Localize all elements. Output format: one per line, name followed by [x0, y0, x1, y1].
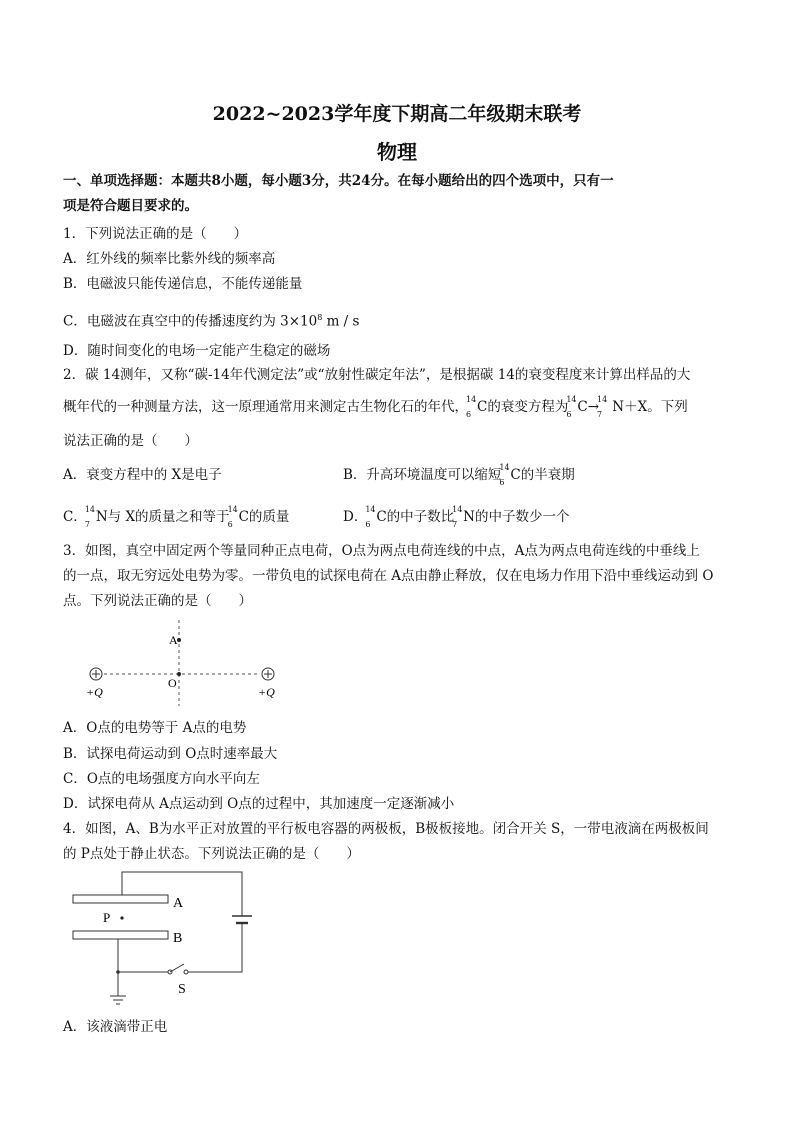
label-p: P — [103, 910, 111, 925]
q1-option-c-exponent: 8 — [317, 313, 323, 322]
q4-option-a: A．该液滴带正电 — [63, 1019, 168, 1035]
section-heading-line1: 一、单项选择题：本题共8小题，每小题3分，共24分。在每小题给出的四个选项中，只有一 — [63, 173, 614, 189]
q3-option-a: A．O点的电势等于 A点的电势 — [63, 720, 247, 736]
q1-stem: 1．下列说法正确的是（ ） — [63, 226, 248, 242]
switch-lever — [170, 964, 184, 972]
q2-option-b — [343, 463, 575, 487]
q2-option-c-label: C． — [63, 509, 87, 525]
wire-bottom — [118, 939, 168, 972]
nuclide-c14: 14 6 C — [466, 395, 488, 419]
q4-line1: 4．如图，A、B为水平正对放置的平行板电容器的两极板，B极板接地。闭合开关 S，一带电液滴在两极板间 — [63, 821, 709, 837]
q2-line2-mid: 的衰变方程为 — [487, 399, 569, 415]
label-s: S — [178, 982, 186, 997]
q3-option-d: D．试探电荷从 A点运动到 O点的过程中，其加速度一定逐渐减小 — [63, 796, 455, 812]
q2-option-c-end: 的质量 — [248, 509, 290, 525]
nuclide-n14: 14 7 N — [452, 505, 475, 529]
plate-b — [73, 931, 168, 939]
charge-right-label: +Q — [258, 685, 275, 699]
label-a: A — [169, 633, 178, 647]
q4-line2: 的 P点处于静止状态。下列说法正确的是（ ） — [63, 846, 360, 862]
q3-line2: 的一点，取无穷远处电势为零。一带负电的试探电荷在 A点由静止释放，仅在电场力作用下沿中垂线运动到 O — [63, 568, 714, 584]
q2-option-d-text: 的中子数比 — [386, 509, 455, 525]
q3-line1: 3．如图，真空中固定两个等量同种正点电荷，O点为两点电荷连线的中点，A点为两点电荷连线的中垂线上 — [63, 543, 700, 559]
nuclide-c14: 14 6 C — [566, 395, 588, 419]
q3-line3: 点。下列说法正确的是（ ） — [63, 593, 252, 609]
q1-option-d: D．随时间变化的电场一定能产生稳定的磁场 — [63, 343, 331, 359]
q2-line2 — [63, 395, 688, 419]
q2-line2-end: 。下列 — [647, 399, 688, 415]
q2-equation-tail: N＋X — [608, 399, 648, 415]
q2-option-d-end: 的中子数少一个 — [474, 509, 570, 525]
q2-line2-text: 概年代的一种测量方法，这一原理通常用来测定古生物化石的年代， — [63, 399, 468, 415]
q2-line1: 2．碳 14测年，又称“碳-14年代测定法”或“放射性碳定年法”，是根据碳 14的衰变程度来计算出样品的大 — [63, 367, 691, 383]
switch-contact — [184, 970, 188, 974]
q2-line3: 说法正确的是（ ） — [63, 433, 198, 449]
q2-option-b-end: 的半衰期 — [520, 467, 575, 483]
q3-option-b: B．试探电荷运动到 O点时速率最大 — [63, 746, 278, 762]
label-o: O — [168, 676, 177, 690]
q3-figure-charges — [82, 612, 282, 712]
q1-option-c-text: C．电磁波在真空中的传播速度约为 3×10 — [63, 313, 318, 330]
q2-option-c — [63, 505, 290, 529]
section-heading-line2: 项是符合题目要求的。 — [63, 198, 198, 214]
nuclide-c14: 14 6 C — [365, 505, 387, 529]
q2-option-c-text: 与 X的质量之和等于 — [107, 509, 230, 525]
wire-right — [186, 923, 242, 972]
nuclide-c14: 14 6 C — [499, 463, 521, 487]
q1-option-b: B．电磁波只能传递信息，不能传递能量 — [63, 276, 303, 292]
q1-option-c — [63, 309, 359, 331]
droplet-p-dot — [120, 916, 123, 919]
q1-option-c-unit: m / s — [322, 313, 360, 330]
exam-title: 2022~2023学年度下期高二年级期末联考 — [212, 103, 582, 125]
q3-option-c: C．O点的电场强度方向水平向左 — [63, 771, 260, 787]
subject-title: 物理 — [377, 140, 417, 164]
point-o-dot — [177, 672, 181, 676]
nuclide-c14: 14 6 C — [227, 505, 249, 529]
plate-a — [73, 895, 168, 903]
q2-option-d — [343, 505, 570, 529]
q1-option-a: A．红外线的频率比紫外线的频率高 — [63, 251, 276, 267]
q2-option-d-label: D． — [343, 509, 368, 525]
label-b: B — [173, 931, 183, 946]
q2-option-b-text: B．升高环境温度可以缩短 — [343, 467, 502, 483]
label-a: A — [173, 896, 184, 911]
q4-figure-capacitor-circuit — [70, 868, 270, 1008]
nuclide-n14: 14 7 N — [84, 505, 108, 529]
nuclide-n14: 14 7 — [597, 395, 608, 419]
q2-option-a: A．衰变方程中的 X是电子 — [63, 467, 222, 483]
arrow-symbol: → — [587, 399, 599, 415]
charge-left-label: +Q — [86, 685, 103, 699]
